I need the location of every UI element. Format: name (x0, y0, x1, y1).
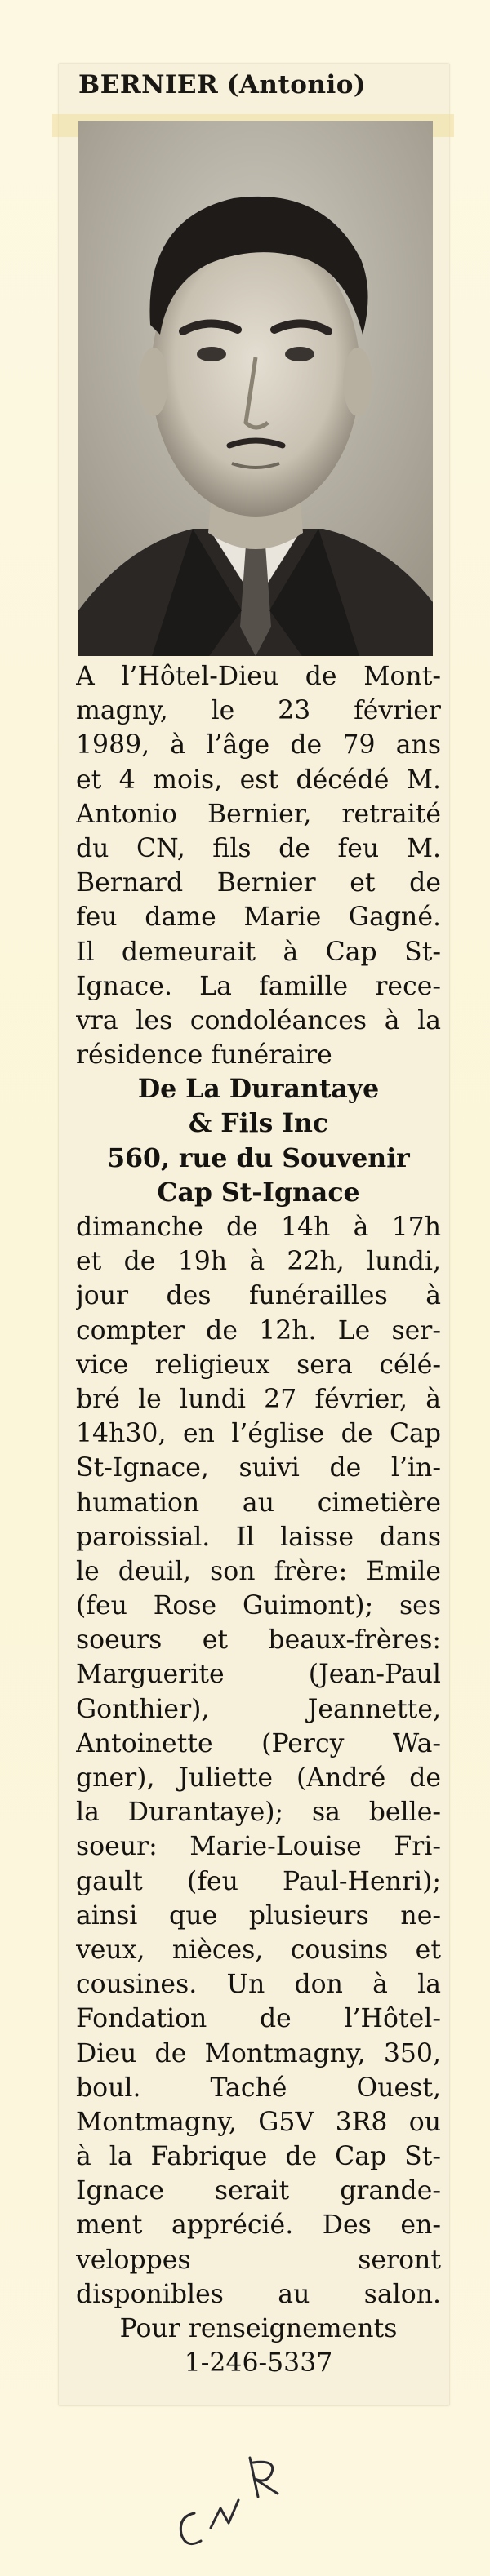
body-line: Antonio Bernier, retraité (76, 799, 441, 829)
body-line: et 4 mois, est décédé M. (76, 765, 441, 795)
body-line: cousines. Un don à la (76, 1970, 441, 2000)
body-line: 1-246-5337 (184, 2348, 333, 2379)
body-line: ment apprécié. Des en- (76, 2210, 441, 2241)
body-line: Ignace serait grande- (76, 2176, 441, 2206)
body-line: compter de 12h. Le ser- (76, 1315, 441, 1346)
body-line: ainsi que plusieurs ne- (76, 1900, 441, 1931)
body-line: A l’Hôtel-Dieu de Mont- (76, 662, 441, 691)
portrait-image (78, 121, 433, 656)
body-line: la Durantaye); sa belle- (76, 1798, 441, 1828)
handwritten-annotation (163, 2438, 294, 2560)
body-line: gault (feu Paul-Henri); (76, 1866, 441, 1896)
heading-surname: BERNIER (78, 70, 219, 100)
body-line: Montmagny, G5V 3R8 ou (76, 2107, 441, 2137)
body-line: gner), Juliette (André de (76, 1763, 441, 1793)
body-line: Fondation de l’Hôtel- (76, 2004, 441, 2034)
body-line: du CN, fils de feu M. (76, 833, 441, 863)
body-line: bré le lundi 27 février, à (76, 1384, 441, 1414)
body-line: Cap St-Ignace (157, 1177, 360, 1208)
body-line: Dieu de Montmagny, 350, (76, 2038, 441, 2068)
body-line: Antoinette (Percy Wa- (76, 1728, 441, 1758)
body-line: 1989, à l’âge de 79 ans (76, 730, 441, 760)
body-line: 560, rue du Souvenir (107, 1142, 410, 1173)
body-line: magny, le 23 février (76, 696, 441, 726)
body-line: veloppes seront (76, 2245, 441, 2275)
body-line: Gonthier), Jeannette, (76, 1694, 441, 1724)
body-line: St-Ignace, suivi de l’in- (76, 1453, 441, 1483)
body-line: et de 19h à 22h, lundi, (76, 1247, 441, 1277)
body-line: paroissial. Il laisse dans (76, 1522, 441, 1552)
body-line: 14h30, en l’église de Cap (76, 1419, 441, 1449)
heading-given-name: (Antonio) (226, 70, 367, 100)
portrait-photo (78, 121, 433, 656)
body-line: soeurs et beaux-frères: (76, 1625, 441, 1656)
body-line: feu dame Marie Gagné. (76, 902, 441, 933)
body-line: Marguerite (Jean-Paul (76, 1660, 441, 1690)
body-line: vice religieux sera célé- (76, 1350, 441, 1380)
body-line: boul. Taché Ouest, (76, 2073, 441, 2103)
body-line: Ignace. La famille rece- (76, 971, 441, 1001)
obituary-heading (78, 70, 438, 106)
body-line: résidence funéraire (76, 1040, 332, 1071)
body-line: Pour renseignements (119, 2314, 398, 2343)
obituary-body (76, 659, 441, 2380)
body-line: veux, nièces, cousins et (76, 1935, 441, 1965)
body-line: & Fils Inc (188, 1108, 329, 1139)
body-line: soeur: Marie-Louise Fri- (76, 1832, 441, 1862)
body-line: le deuil, son frère: Emile (76, 1556, 441, 1586)
body-line: jour des funérailles à (76, 1281, 441, 1311)
body-line: Il demeurait à Cap St- (76, 937, 441, 967)
body-line: vra les condoléances à la (76, 1005, 441, 1035)
body-line: (feu Rose Guimont); ses (76, 1591, 441, 1621)
body-line: humation au cimetière (76, 1488, 441, 1518)
body-line: Bernard Bernier et de (76, 868, 441, 898)
body-line: dimanche de 14h à 17h (76, 1213, 441, 1242)
body-line: disponibles au salon. (76, 2279, 441, 2309)
body-line: De La Durantaye (137, 1074, 380, 1105)
body-line: à la Fabrique de Cap St- (76, 2142, 441, 2172)
